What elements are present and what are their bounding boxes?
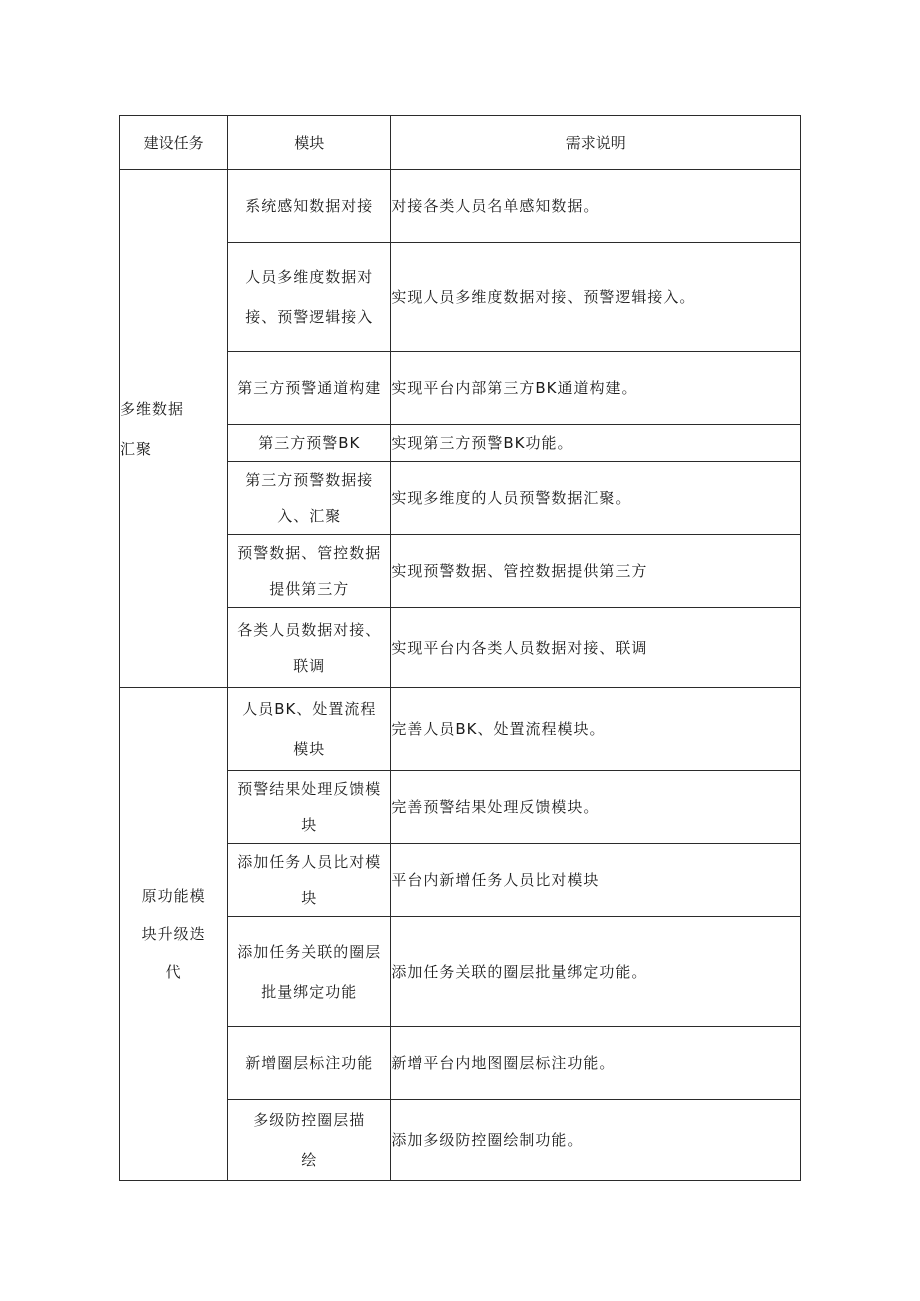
task-line: 汇聚 xyxy=(120,439,153,458)
module-line: 接、预警逻辑接入 xyxy=(245,308,374,326)
description-cell: 实现平台内各类人员数据对接、联调 xyxy=(391,608,801,688)
module-line: 各类人员数据对接、 xyxy=(237,620,382,639)
module-line: 多级防控圈层描 xyxy=(253,1111,366,1129)
module-cell xyxy=(228,352,391,425)
description-cell: 完善人员BK、处置流程模块。 xyxy=(391,688,801,771)
module-cell xyxy=(228,243,391,352)
module-line: 模块 xyxy=(293,740,326,758)
table-row xyxy=(120,688,801,771)
module-line: 系统感知数据对接 xyxy=(245,197,374,215)
module-cell xyxy=(228,1027,391,1100)
description-cell: 对接各类人员名单感知数据。 xyxy=(391,170,801,243)
module-line: 预警结果处理反馈模 xyxy=(237,780,382,798)
module-line: 第三方预警通道构建 xyxy=(237,379,382,397)
description-cell: 实现人员多维度数据对接、预警逻辑接入。 xyxy=(391,243,801,352)
module-line: 添加任务人员比对模 xyxy=(237,853,382,871)
requirements-table xyxy=(119,115,801,1181)
description-cell: 实现多维度的人员预警数据汇聚。 xyxy=(391,462,801,535)
module-cell xyxy=(228,425,391,462)
description-cell: 实现第三方预警BK功能。 xyxy=(391,425,801,462)
task-cell-function-upgrade xyxy=(120,688,228,1181)
description-cell: 添加多级防控圈绘制功能。 xyxy=(391,1100,801,1181)
module-line: 第三方预警BK xyxy=(258,434,361,452)
module-cell xyxy=(228,844,391,917)
module-cell xyxy=(228,462,391,535)
module-cell xyxy=(228,917,391,1027)
module-cell xyxy=(228,535,391,608)
task-line: 代 xyxy=(165,963,182,981)
task-line: 块升级迭 xyxy=(141,925,206,943)
header-description: 需求说明 xyxy=(391,116,801,170)
module-line: 人员BK、处置流程 xyxy=(242,700,377,718)
module-line: 绘 xyxy=(301,1151,318,1169)
module-line: 联调 xyxy=(293,656,326,675)
module-line: 提供第三方 xyxy=(269,580,350,598)
module-cell xyxy=(228,771,391,844)
module-line: 预警数据、管控数据 xyxy=(237,544,382,562)
module-cell xyxy=(228,1100,391,1181)
description-cell: 添加任务关联的圈层批量绑定功能。 xyxy=(391,917,801,1027)
module-line: 人员多维度数据对 xyxy=(245,268,374,286)
description-cell: 新增平台内地图圈层标注功能。 xyxy=(391,1027,801,1100)
module-cell xyxy=(228,688,391,771)
module-line: 添加任务关联的圈层 xyxy=(237,942,382,961)
description-cell: 平台内新增任务人员比对模块 xyxy=(391,844,801,917)
task-cell-data-aggregation xyxy=(120,170,228,688)
description-cell: 实现预警数据、管控数据提供第三方 xyxy=(391,535,801,608)
table-header-row xyxy=(120,116,801,170)
header-module: 模块 xyxy=(228,116,391,170)
module-line: 第三方预警数据接 xyxy=(245,471,374,489)
module-cell xyxy=(228,608,391,688)
module-line: 入、汇聚 xyxy=(277,507,342,525)
module-line: 块 xyxy=(301,889,318,907)
module-cell xyxy=(228,170,391,243)
task-line: 多维数据 xyxy=(120,399,185,418)
task-line: 原功能模 xyxy=(141,887,206,905)
module-line: 新增圈层标注功能 xyxy=(245,1054,374,1072)
description-cell: 实现平台内部第三方BK通道构建。 xyxy=(391,352,801,425)
module-line: 批量绑定功能 xyxy=(261,982,358,1001)
description-cell: 完善预警结果处理反馈模块。 xyxy=(391,771,801,844)
header-task: 建设任务 xyxy=(120,116,228,170)
table-row xyxy=(120,170,801,243)
module-line: 块 xyxy=(301,816,318,834)
